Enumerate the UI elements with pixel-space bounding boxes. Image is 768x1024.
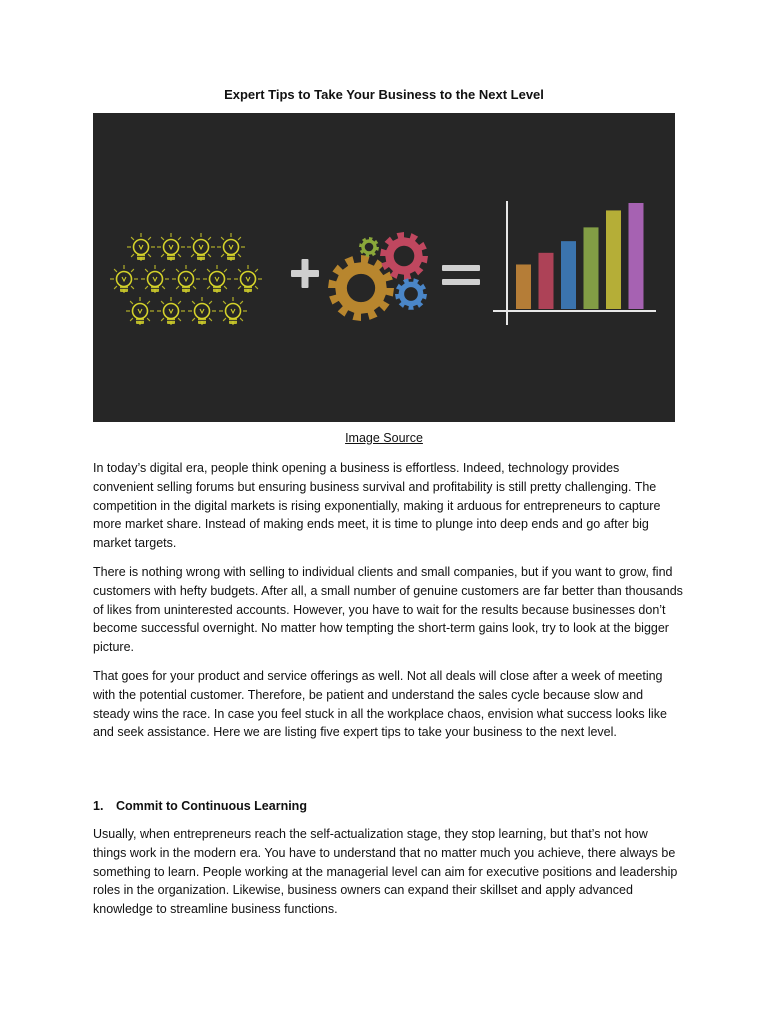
- lightbulb-icon: [217, 233, 245, 261]
- lightbulb-icon: [203, 265, 231, 293]
- bar-chart-bar: [516, 264, 531, 309]
- lightbulb-icon: [172, 265, 200, 293]
- section-title: Commit to Continuous Learning: [116, 799, 307, 813]
- section-heading: [93, 799, 307, 813]
- lightbulb-icon: [110, 265, 138, 293]
- lightbulb-icon: [126, 297, 154, 325]
- bar-chart-bar: [606, 210, 621, 309]
- bar-chart-icon: [493, 201, 656, 325]
- lightbulb-icon: [127, 233, 155, 261]
- bar-chart-bar: [561, 241, 576, 309]
- paragraph-2: There is nothing wrong with selling to individual clients and small companies, but if you want to grow, find customers with hefty budgets. After all, a small number of genuine customers are far better than thousands of likes from uninterested accounts. However, you have to wait for the results because businesses don’t become successful overnight. No matter how tempting the short-term gains look, try to look at the bigger picture.: [93, 565, 683, 655]
- bar-chart-bar: [584, 227, 599, 309]
- document-title: Expert Tips to Take Your Business to the Next Level: [224, 87, 544, 102]
- lightbulb-icon: [188, 297, 216, 325]
- paragraph-1: In today’s digital era, people think opening a business is effortless. Indeed, technology provides convenient selling forums but ensuring business survival and profitability is still pretty challenging. The competition in the digital markets is rising exponentially, making it arduous for entrepreneurs to capture more market share. Instead of making ends meet, it is time to plunge into deep ends and go after big market targets.: [93, 461, 661, 551]
- lightbulb-icon: [157, 233, 185, 261]
- gear-icon-red: [380, 232, 428, 280]
- gear-icon-blue: [395, 278, 427, 310]
- paragraph-3: That goes for your product and service offerings as well. Not all deals will close after a week of meeting with the potential customer. Therefore, be patient and understand the sales cycle because slow and steady wins the race. In case you feel stuck in all the workplace chaos, envision what success looks like and seek assistance. Here we are listing five expert tips to take your business to the next level.: [93, 669, 667, 740]
- lightbulb-icon-group: [110, 233, 262, 325]
- equals-icon: [442, 265, 480, 285]
- section-paragraph: Usually, when entrepreneurs reach the self-actualization stage, they stop learning, but that’s not how things work in the modern era. You have to understand that no matter much you achieve, there always be something to learn. People working at the managerial level can aim for executive positions and leadership roles in the organization. Likewise, business owners can expand their skillset and apply advanced knowledge to streamline business functions.: [93, 827, 678, 917]
- chalkboard-illustration: [93, 113, 675, 422]
- gear-icon-group: [328, 232, 428, 321]
- section-number: 1.: [93, 799, 104, 813]
- plus-icon: [291, 259, 319, 288]
- lightbulb-icon: [141, 265, 169, 293]
- bar-chart-bar: [539, 253, 554, 309]
- lightbulb-icon: [187, 233, 215, 261]
- lightbulb-icon: [157, 297, 185, 325]
- bar-chart-bar: [629, 203, 644, 309]
- lightbulb-icon: [219, 297, 247, 325]
- lightbulb-icon: [234, 265, 262, 293]
- image-source-link[interactable]: Image Source: [345, 431, 423, 445]
- gear-icon-small: [359, 237, 379, 257]
- hero-chalkboard-image: [93, 113, 675, 422]
